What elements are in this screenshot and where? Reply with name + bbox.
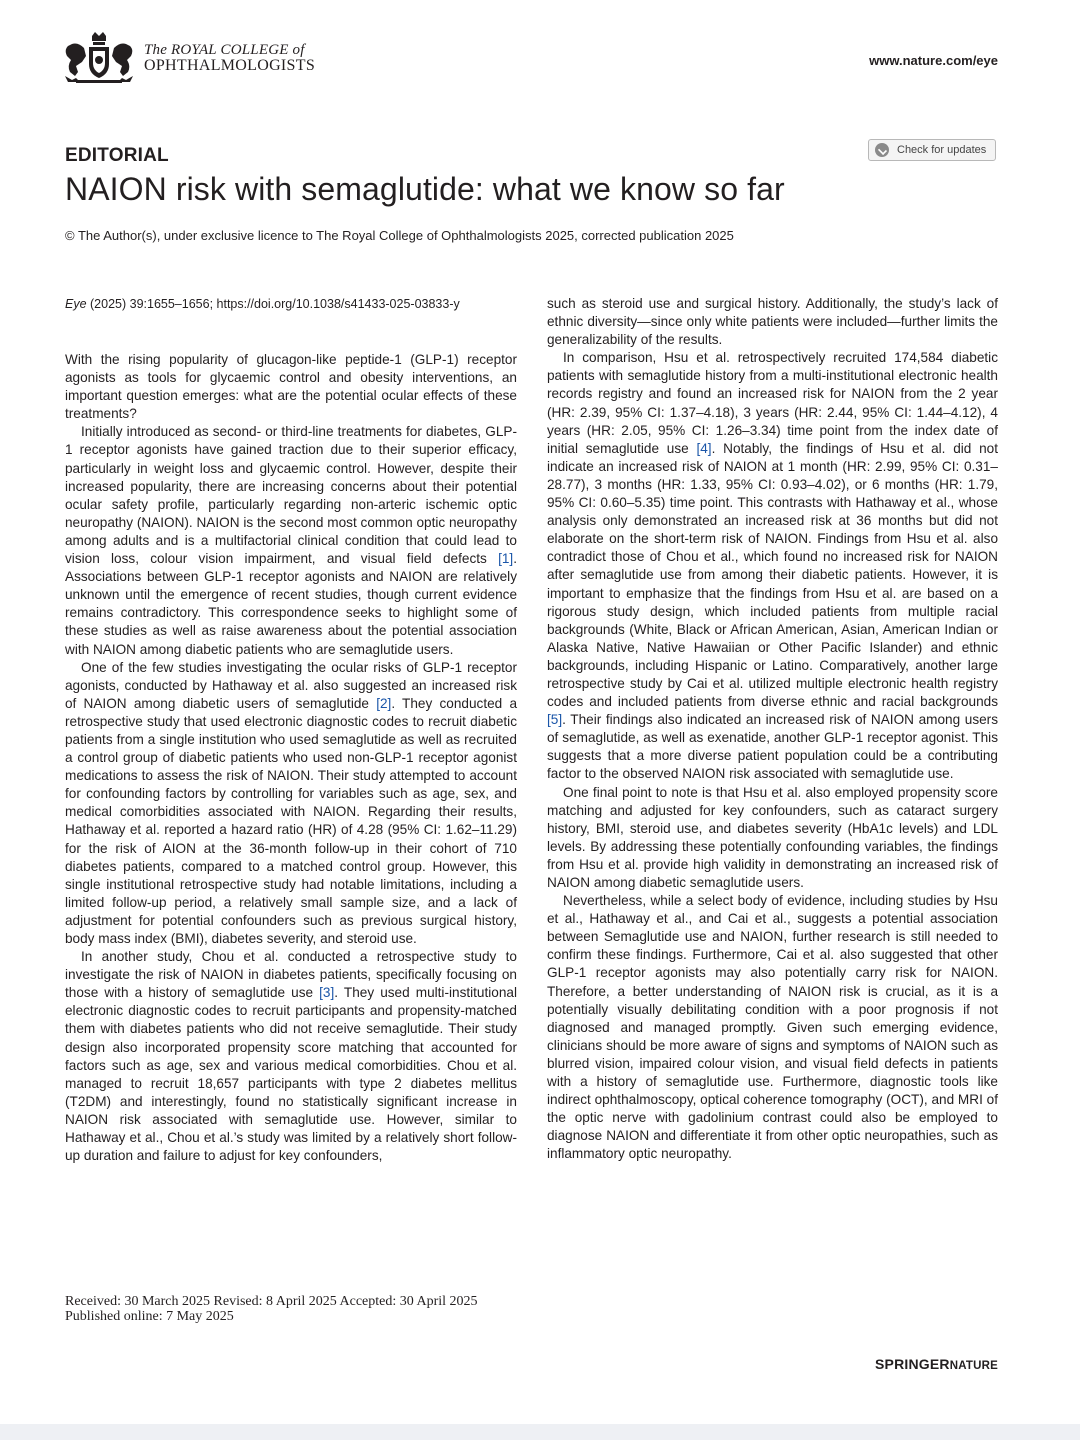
paragraph-text: . Notably, the findings of Hsu et al. did not indicate an increased risk of NAION at 1 month (HR: 2.99, 95% CI: 0.31–28.77), 3 months (HR: 1.33, 95% CI: 0.93–4.02), or 6 months (HR: 1.79, 95% CI: 0.60–5.35) time point. This contrasts with Hathaway et al., whose analysis only demonstrated an increased risk at 36 months but did not elaborate on the short-term risk of NAION. Findings from Hsu et al. also contradict those of Chou et al., which found no increased risk for NAION after semaglutide use from among their diabetic patients. However, it is important to emphasize that the findings from Hsu et al. are based on a rigorous study design, which included patients from multiple racial backgrounds (White, Black or African American, Asian, American Indian or Alaska Native, Native Hawaiian or Other Pacific Islander) and ethnic backgrounds, including Hispanic or Latino. Comparatively, another large retrospective study by Cai et al. utilized multiple electronic health registry codes and included patients from diverse ethnic and racial backgrounds: [547, 440, 999, 710]
publisher-word2: NATURE: [949, 1360, 998, 1372]
paragraph-text: In another study, Chou et al. conducted a retrospective study to investigate the risk of NAION in diabetes patients, specifically focusing on those with a history of semaglutide use: [65, 949, 517, 1001]
springer-nature-logo: [875, 1356, 998, 1372]
logo-line2: OPHTHALMOLOGISTS: [144, 57, 316, 74]
reference-link[interactable]: [1]: [498, 551, 514, 567]
dates-line-published: Published online: 7 May 2025: [65, 1309, 234, 1324]
publication-dates: [65, 1294, 478, 1324]
paragraph: With the rising popularity of glucagon-like peptide-1 (GLP-1) receptor agonists as tools for glycaemic control and obesity interventions, an important question emerges: what are the potential ocular effects of these treatments?: [65, 352, 517, 422]
paragraph: [65, 948, 517, 1165]
body-column-right: [547, 295, 998, 1164]
paragraph-text: . Associations between GLP-1 receptor agonists and NAION are relatively unknown until the emergence of recent studies, though current evidence remains contradictory. This correspondence seeks to highlight some of these studies as well as raise awareness about the potential association with NAION among diabetic patients who are semaglutide users.: [65, 551, 517, 657]
logo-line1: The ROYAL COLLEGE of: [144, 42, 305, 58]
publisher-word1: SPRINGER: [875, 1356, 950, 1372]
paragraph-text: . Their findings also indicated an increased risk of NAION among users of semaglutide, as well as exenatide, another GLP-1 receptor agonist. This suggests that a more diverse patient population could be a contributing factor to the observed NAION risk associated with semaglutide use.: [547, 712, 998, 782]
paragraph-text: Initially introduced as second- or third-line treatments for diabetes, GLP-1 receptor agonists have gained traction due to their superior efficacy, particularly in weight loss and glycaemic control. However, despite their increased popularity, there are increasing concerns about their potential ocular safety profile, particularly regarding non-arteric ischemic optic neuropathy (NAION). NAION is the second most common optic neuropathy among adults and is a multifactorial clinical condition that could lead to vision loss, colour vision impairment, and visual field defects: [65, 424, 517, 567]
coat-of-arms-icon: [62, 32, 136, 84]
journal-url-link[interactable]: www.nature.com/eye: [869, 53, 998, 68]
dates-line-received: Received: 30 March 2025 Revised: 8 April 2025 Accepted: 30 April 2025: [65, 1294, 478, 1309]
paragraph: [547, 349, 998, 783]
page-bottom-band: [0, 1424, 1080, 1440]
reference-link[interactable]: [4]: [696, 440, 712, 456]
section-label: EDITORIAL: [65, 145, 169, 166]
citation-line: [65, 297, 460, 311]
check-for-updates-button[interactable]: [868, 139, 996, 161]
paragraph: such as steroid use and surgical history. Additionally, the study’s lack of ethnic diversity—since only white patients were included—further limits the generalizability of the results.: [547, 296, 998, 348]
rco-logo[interactable]: [62, 32, 315, 84]
paragraph-text: . They used multi-institutional electronic diagnostic codes to recruit participants and propensity-matched them with diabetes patients who did not receive semaglutide. Their study design also incorporated propensity score matching that accounted for factors such as age, sex and various medical comorbidities. Chou et al. managed to recruit 18,657 participants with type 2 diabetes mellitus (T2DM) and interestingly, found no statistically significant increase in NAION risk associated with semaglutide use. However, similar to Hathaway et al., Chou et al.’s study was limited by a relatively short follow-up duration and failure to adjust for key confounders,: [65, 985, 517, 1164]
paragraph-text: In comparison, Hsu et al. retrospectively recruited 174,584 diabetic patients with semaglutide history from a multi-institutional electronic health records registry and found an increased risk for NAION from the 2 year (HR: 2.39, 95% CI: 1.37–4.18), 3 years (HR: 2.44, 95% CI: 1.44–4.12), 4 years (HR: 2.05, 95% CI: 1.26–3.34) time point from the index date of initial semaglutide use: [547, 350, 998, 456]
reference-link[interactable]: [2]: [376, 695, 392, 711]
paragraph: [65, 423, 517, 658]
reference-link[interactable]: [3]: [319, 985, 335, 1001]
paragraph: [65, 659, 517, 949]
citation-journal: Eye: [65, 297, 87, 311]
article-title: NAION risk with semaglutide: what we know so far: [65, 171, 785, 207]
paragraph-text: One of the few studies investigating the ocular risks of GLP-1 receptor agonists, conducted by Hathaway et al. also suggested an increased risk of NAION among diabetic users of semaglutide: [65, 659, 517, 711]
paragraph-text: . They conducted a retrospective study that used electronic diagnostic codes to recruit diabetic patients from a single institution who used semaglutide as well as recruited a control group of diabetic patients who used non-GLP-1 receptor agonist medications to assess the risk of NAION. Their study attempted to account for confounding factors by controlling for variables such as age, sex, and medical comorbidities associated with NAION. Regarding their results, Hathaway et al. reported a hazard ratio (HR) of 4.28 (95% CI: 1.62–11.29) for the risk of AION at the 36-month follow-up in their cohort of 710 diabetes patients, compared to a matched control group. However, this single institutional retrospective study had notable limitations, including a limited follow-up period, a relatively small sample size, and a lack of adjustment for potential confounders such as previous surgical history, body mass index (BMI), diabetes severity, and steroid use.: [65, 695, 517, 946]
citation-doi-link[interactable]: (2025) 39:1655–1656; https://doi.org/10.1038/s41433-025-03833-y: [86, 297, 460, 311]
paragraph: Nevertheless, while a select body of evidence, including studies by Hsu et al., Hathaway et al., and Cai et al., suggests a potential association between Semaglutide use and NAION, further research is still needed to confirm these findings. Furthermore, Cai et al. also suggested that other GLP-1 receptor agonists may also potentially carry risk for NAION. Therefore, a better understanding of NAION risk is crucial, as it is a potentially visually debilitating condition with a poor prognosis if not diagnosed and managed promptly. Given such emerging evidence, clinicians should be more aware of signs and symptoms of NAION such as blurred vision, impaired colour vision, and visual field defects in patients with a history of semaglutide use. Furthermore, diagnostic tools like indirect ophthalmoscopy, optical coherence tomography (OCT), and MRI of the optic nerve with gadolinium contrast could also be employed to diagnose NAION and differentiate it from other optic neuropathies, such as inflammatory optic neuropathy.: [547, 893, 998, 1162]
reference-link[interactable]: [5]: [547, 712, 563, 728]
check-icon: [875, 143, 889, 157]
paragraph: One final point to note is that Hsu et al. also employed propensity score matching and adjusted for key confounders, such as cataract surgery history, BMI, steroid use, and diabetes severity (HbA1c levels) and LDL levels. By addressing these potentially confounding variables, the findings from Hsu et al. provide high validity in demonstrating an increased risk of NAION among diabetic semaglutide users.: [547, 784, 998, 890]
check-for-updates-label: Check for updates: [897, 144, 987, 156]
copyright-line: © The Author(s), under exclusive licence to The Royal College of Ophthalmologists 2025, corrected publication 2025: [65, 228, 734, 243]
body-column-left: [65, 351, 517, 1165]
